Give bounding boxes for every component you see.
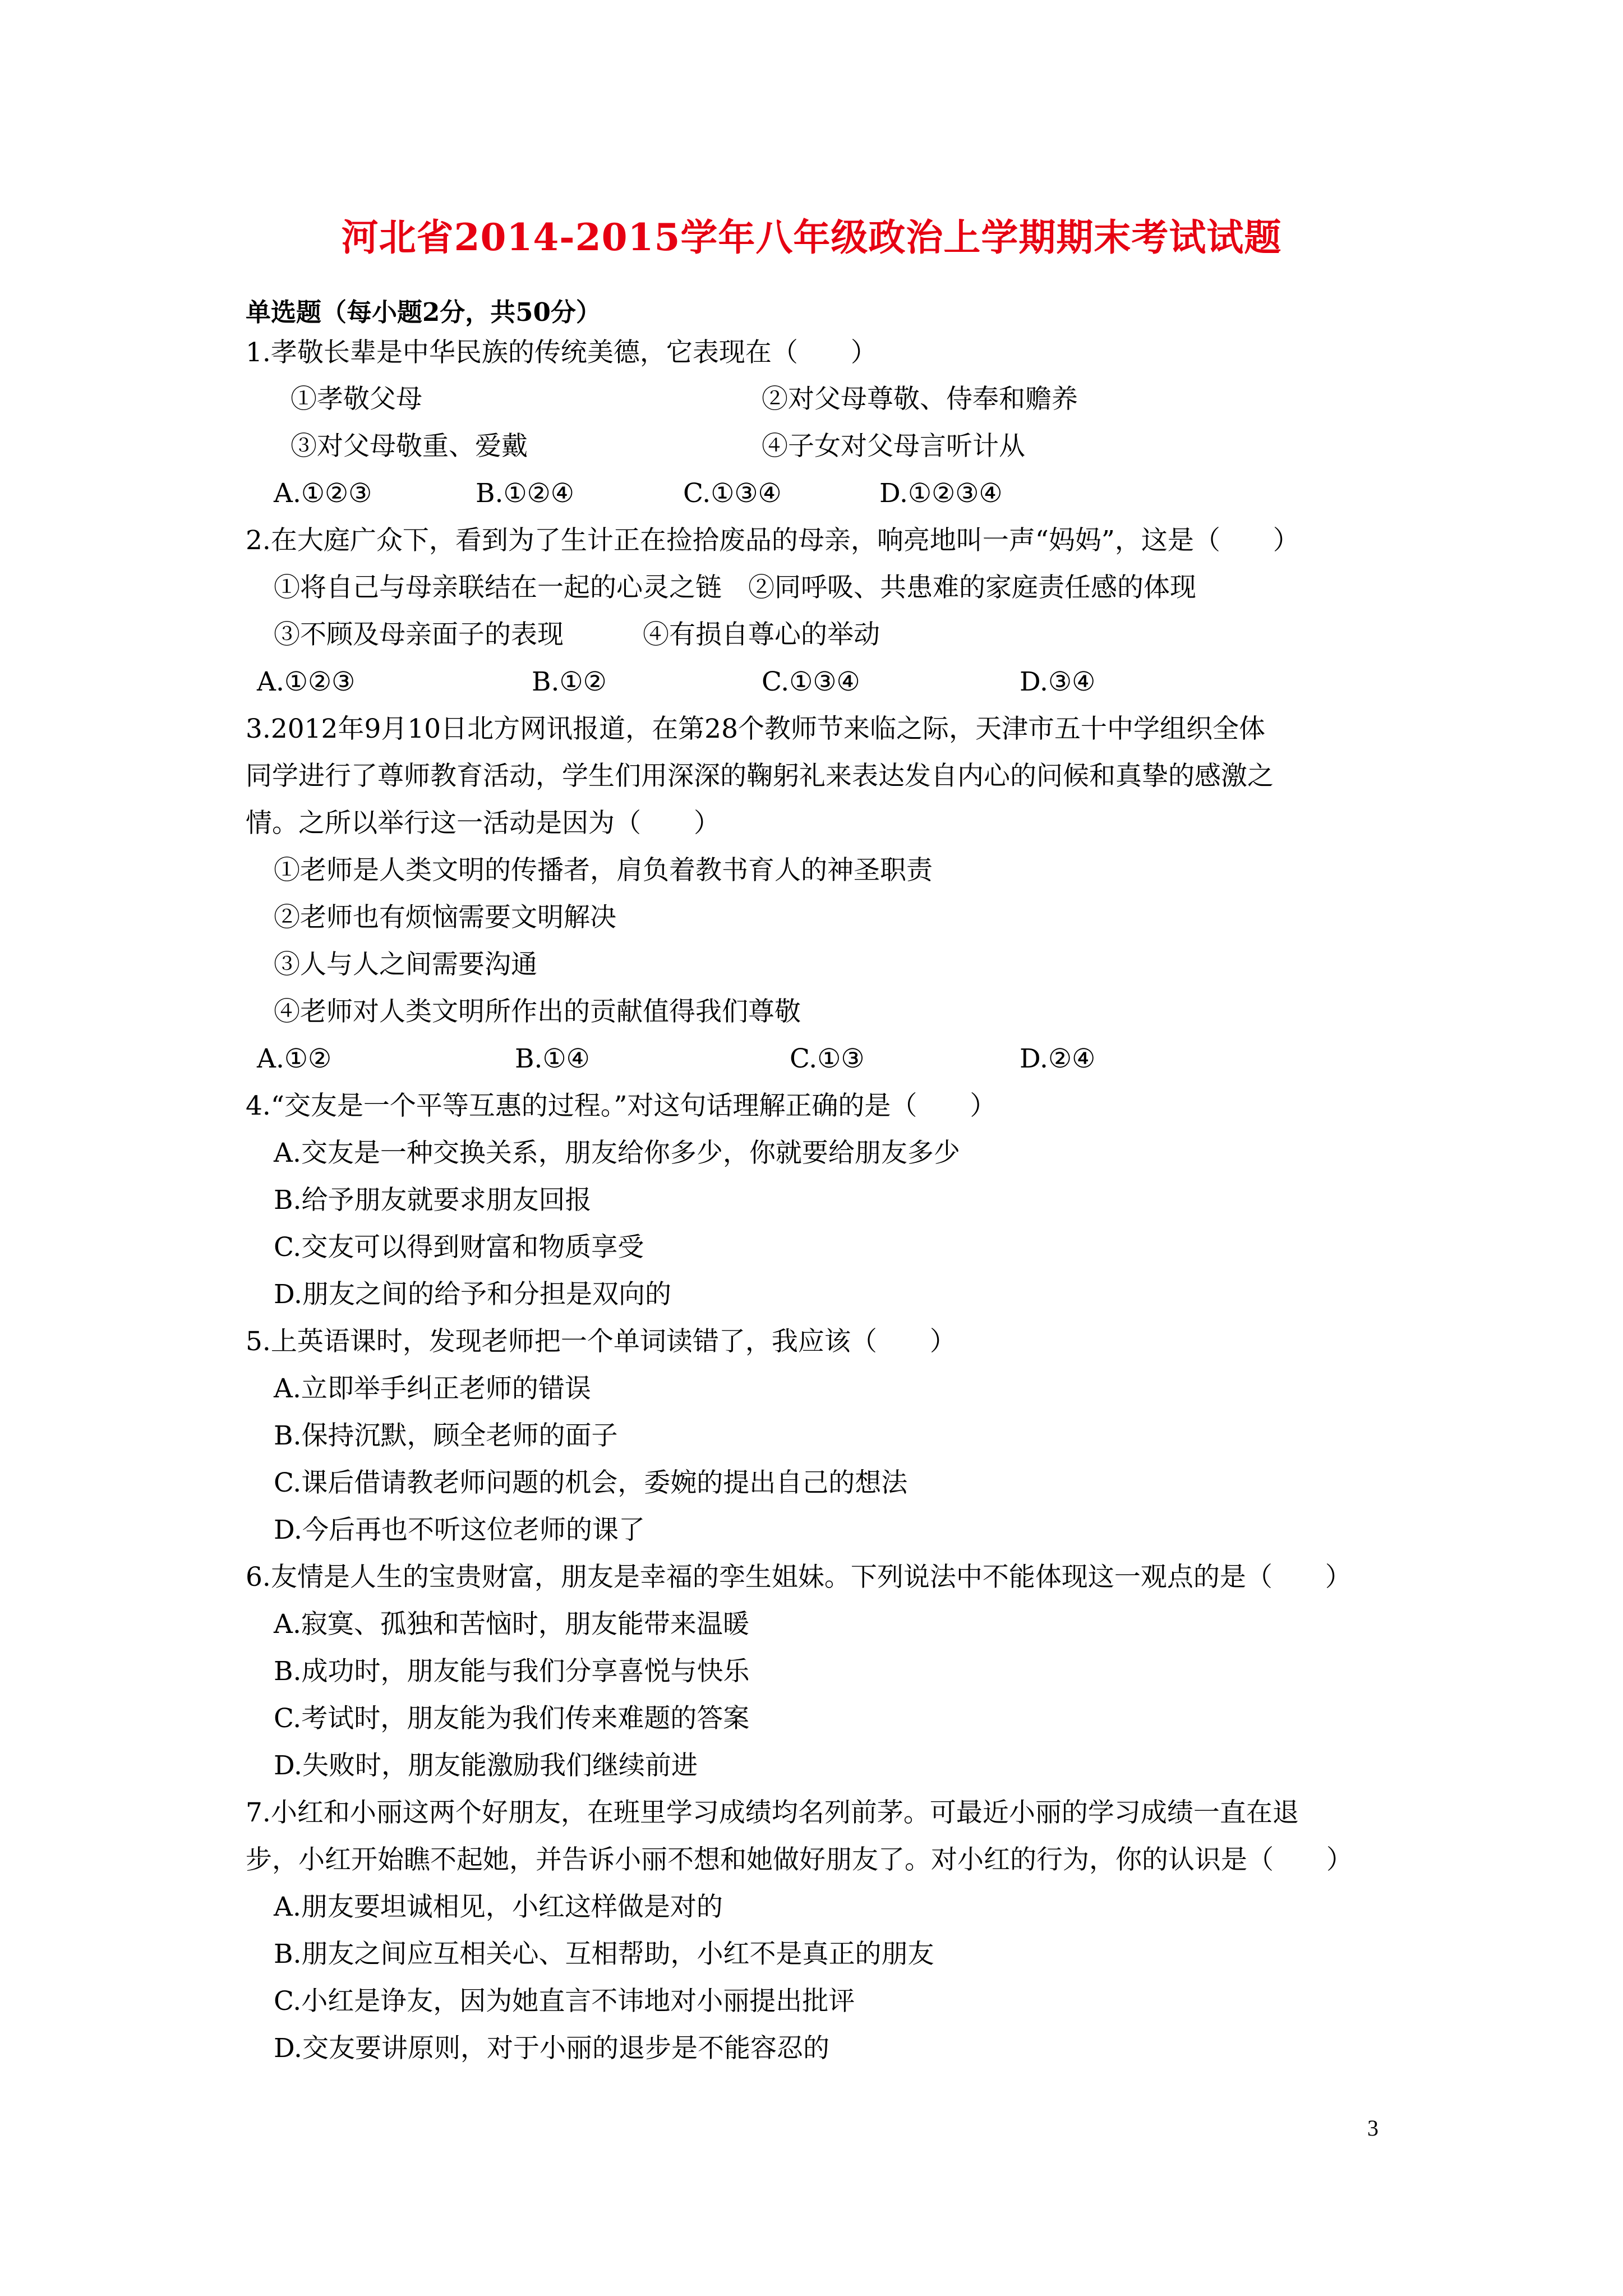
- question-3-statement-4: ④老师对人类文明所作出的贡献值得我们尊敬: [274, 996, 801, 1027]
- question-2-option-c: C.①③④: [762, 666, 860, 697]
- question-3-statement-1: ①老师是人类文明的传播者，肩负着教书育人的神圣职责: [274, 855, 933, 886]
- question-1-statement-3: ③对父母敬重、爱戴: [291, 431, 528, 462]
- question-3-statement-3: ③人与人之间需要沟通: [274, 949, 537, 980]
- question-3-statement-2: ②老师也有烦恼需要文明解决: [274, 902, 616, 933]
- question-7-option-a: A.朋友要坦诚相见，小红这样做是对的: [274, 1892, 723, 1922]
- question-7-option-d: D.交友要讲原则，对于小丽的退步是不能容忍的: [274, 2033, 829, 2064]
- question-4-option-d: D.朋友之间的给予和分担是双向的: [274, 1279, 671, 1310]
- question-2-option-d: D.③④: [1020, 666, 1096, 697]
- question-3-option-b: B.①④: [515, 1043, 590, 1074]
- question-5-option-b: B.保持沉默，顾全老师的面子: [274, 1420, 618, 1451]
- question-3-option-c: C.①③: [790, 1043, 865, 1074]
- question-4-option-a: A.交友是一种交换关系，朋友给你多少，你就要给朋友多少: [274, 1138, 960, 1168]
- question-4-stem: 4.“交友是一个平等互惠的过程。”对这句话理解正确的是（ ）: [246, 1091, 997, 1121]
- question-2-statement-2: ③不顾及母亲面子的表现 ④有损自尊心的举动: [274, 619, 880, 650]
- question-4-option-b: B.给予朋友就要求朋友回报: [274, 1185, 592, 1216]
- question-6-option-c: C.考试时，朋友能为我们传来难题的答案: [274, 1703, 750, 1734]
- question-2-option-a: A.①②③: [257, 666, 356, 697]
- question-1-option-c: C.①③④: [683, 478, 782, 509]
- question-7-option-c: C.小红是诤友，因为她直言不讳地对小丽提出批评: [274, 1986, 855, 2017]
- question-3-stem-line-1: 3.2012年9月10日北方网讯报道，在第28个教师节来临之际，天津市五十中学组织全体: [246, 714, 1265, 744]
- question-6-option-d: D.失败时，朋友能激励我们继续前进: [274, 1750, 698, 1781]
- question-1-statement-4: ④子女对父母言听计从: [762, 431, 1025, 462]
- question-1-statement-2: ②对父母尊敬、侍奉和赡养: [762, 384, 1078, 415]
- section-heading: 单选题（每小题2分，共50分）: [246, 297, 601, 327]
- question-5-option-d: D.今后再也不听这位老师的课了: [274, 1515, 645, 1545]
- question-3-option-a: A.①②: [257, 1043, 332, 1074]
- question-1-statement-1: ①孝敬父母: [291, 384, 422, 415]
- question-1-option-b: B.①②④: [476, 478, 574, 509]
- question-7-option-b: B.朋友之间应互相关心、互相帮助，小红不是真正的朋友: [274, 1939, 934, 1970]
- question-1-option-a: A.①②③: [274, 478, 372, 509]
- question-1-stem: 1.孝敬长辈是中华民族的传统美德，它表现在（ ）: [246, 337, 877, 368]
- question-3-option-d: D.②④: [1020, 1043, 1096, 1074]
- question-7-stem-line-2: 步，小红开始瞧不起她，并告诉小丽不想和她做好朋友了。对小红的行为，你的认识是（ ）: [246, 1844, 1353, 1875]
- question-3-stem-line-2: 同学进行了尊师教育活动，学生们用深深的鞠躬礼来表达发自内心的问候和真挚的感激之: [246, 761, 1274, 792]
- question-6-option-a: A.寂寞、孤独和苦恼时，朋友能带来温暖: [274, 1609, 749, 1640]
- page-number: 3: [1367, 2115, 1378, 2141]
- question-2-option-b: B.①②: [532, 666, 607, 697]
- question-4-option-c: C.交友可以得到财富和物质享受: [274, 1232, 644, 1263]
- question-6-option-b: B.成功时，朋友能与我们分享喜悦与快乐: [274, 1656, 750, 1687]
- question-7-stem-line-1: 7.小红和小丽这两个好朋友，在班里学习成绩均名列前茅。可最近小丽的学习成绩一直在退: [246, 1797, 1299, 1828]
- question-5-option-c: C.课后借请教老师问题的机会，委婉的提出自己的想法: [274, 1467, 908, 1498]
- question-5-stem: 5.上英语课时，发现老师把一个单词读错了，我应该（ ）: [246, 1326, 956, 1357]
- question-1-option-d: D.①②③④: [879, 478, 1003, 509]
- question-5-option-a: A.立即举手纠正老师的错误: [274, 1373, 591, 1404]
- page-title: 河北省2014-2015学年八年级政治上学期期末考试试题: [341, 215, 1282, 259]
- question-2-stem: 2.在大庭广众下，看到为了生计正在捡拾废品的母亲，响亮地叫一声“妈妈”，这是（ ）: [246, 525, 1299, 556]
- question-6-stem: 6.友情是人生的宝贵财富，朋友是幸福的孪生姐妹。下列说法中不能体现这一观点的是（ ）: [246, 1562, 1352, 1593]
- question-3-stem-line-3: 情。之所以举行这一活动是因为（ ）: [246, 808, 720, 839]
- question-2-statement-1: ①将自己与母亲联结在一起的心灵之链 ②同呼吸、共患难的家庭责任感的体现: [274, 572, 1196, 603]
